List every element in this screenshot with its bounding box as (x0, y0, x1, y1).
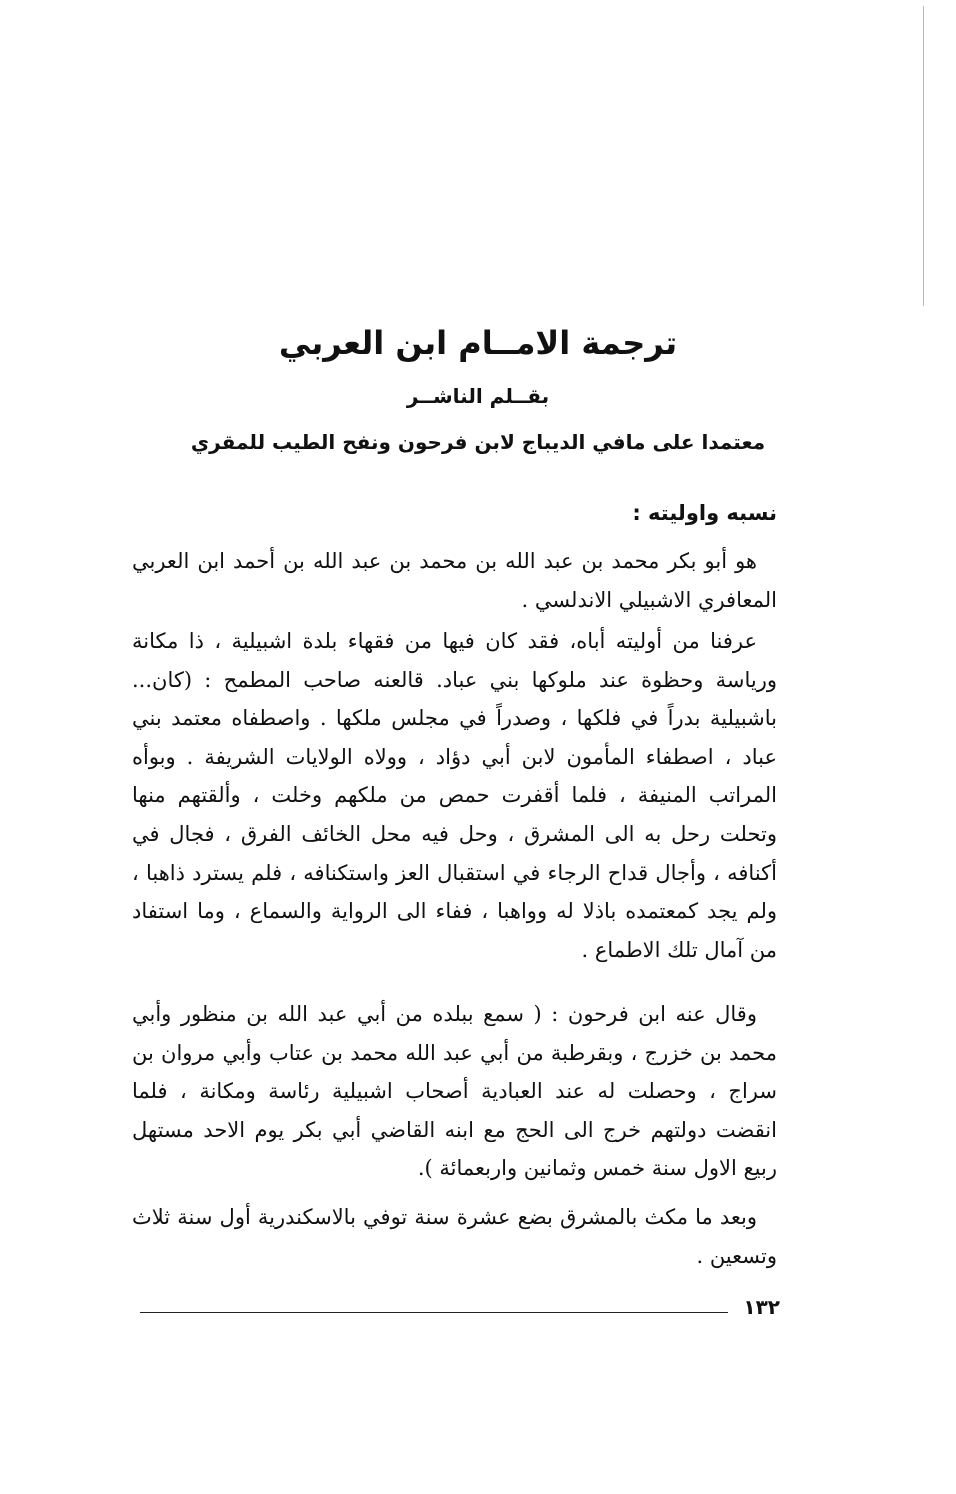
page-number: ١٣٢ (743, 1295, 780, 1319)
source-note: معتمدا على مافي الديباج لابن فرحون ونفح الطيب للمقري (190, 430, 766, 454)
scan-edge-mark (923, 6, 924, 306)
page-title: ترجمة الامــام ابن العربي (278, 324, 678, 362)
paragraph-death: وبعد ما مكث بالمشرق بضع عشرة سنة توفي بالاسكندرية أول سنة ثلاث وتسعين . (132, 1205, 777, 1268)
page-footer (140, 1292, 780, 1322)
byline: بقــلم الناشــر (406, 384, 550, 408)
paragraph-father: عرفنا من أوليته أباه، فقد كان فيها من فقهاء بلدة اشبيلية ، ذا مكانة ورياسة وحظوة عند ملوكها بني عباد. قالعنه صاحب المطمح : (كان... باشبيلية بدراً في فلكها ، وصدراً في مجلس ملكها . واصطفاه معتمد بني عباد ، اصطفاء المأمون لابن أبي دؤاد ، وولاه الولايات الشريفة . وبوأه المراتب المنيفة ، فلما أقفرت حمص من ملكهم وخلت ، وألقتهم منها وتحلت رحل به الى المشرق ، وحل فيه محل الخائف الفرق ، فجال في أكنافه ، وأجال قداح الرجاء في استقبال العز واستكنافه ، فلم يسترد ذاهبا ، ولم يجد كمعتمده باذلا له وواهبا ، ففاء الى الرواية والسماع ، وما استفاد من آمال تلك الاطماع . (132, 629, 777, 962)
paragraph-ibn-farhun-quote: وقال عنه ابن فرحون : ( سمع ببلده من أبي عبد الله بن منظور وأبي محمد بن خزرج ، وبقرطبة من أبي عبد الله محمد بن عتاب وأبي مروان بن سراج ، وحصلت له عند العبادية أصحاب اشبيلية رئاسة ومكانة ، فلما انقضت دولتهم خرج الى الحج مع ابنه القاضي أبي بكر يوم الاحد مستهل ربيع الاول سنة خمس وثمانين واربعمائة ). (132, 1002, 777, 1181)
footer-rule (140, 1312, 728, 1313)
section-heading: نسبه واوليته : (632, 501, 777, 525)
paragraph-lineage: هو أبو بكر محمد بن عبد الله بن محمد بن عبد الله بن أحمد ابن العربي المعافري الاشبيلي الاندلسي . (132, 549, 777, 612)
